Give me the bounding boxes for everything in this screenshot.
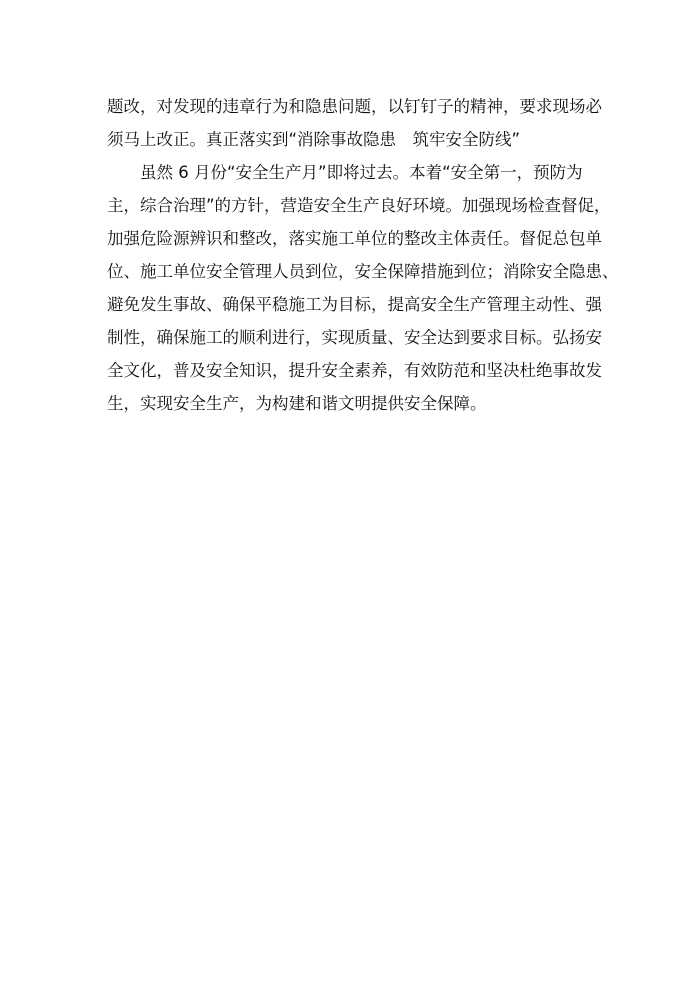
paragraph-1 — [107, 90, 607, 156]
paragraph-2 — [107, 156, 619, 420]
paragraph-line: 加强危险源辨识和整改，落实施工单位的整改主体责任。督促总包单 — [107, 229, 602, 248]
paragraph-line: 题改，对发现的违章行为和隐患问题，以钉钉子的精神，要求现场必 — [107, 97, 602, 116]
paragraph-line: 制性，确保施工的顺利进行，实现质量、安全达到要求目标。弘扬安 — [107, 328, 602, 347]
paragraph-line: 须马上改正。真正落实到“消除事故隐患 筑牢安全防线” — [107, 130, 521, 149]
paragraph-line: 虽然 6 月份“安全生产月”即将过去。本着“安全第一，预防为 — [140, 163, 583, 182]
paragraph-line: 生，实现安全生产，为构建和谐文明提供安全保障。 — [107, 394, 487, 413]
paragraph-line: 主，综合治理”的方针，营造安全生产良好环境。加强现场检查督促， — [107, 196, 611, 215]
paragraph-line: 全文化，普及安全知识，提升安全素养，有效防范和坚决杜绝事故发 — [107, 361, 602, 380]
paragraph-line: 位、施工单位安全管理人员到位，安全保障措施到位；消除安全隐患、 — [107, 262, 619, 281]
paragraph-line: 避免发生事故、确保平稳施工为目标，提高安全生产管理主动性、强 — [107, 295, 602, 314]
document-body — [107, 90, 619, 420]
